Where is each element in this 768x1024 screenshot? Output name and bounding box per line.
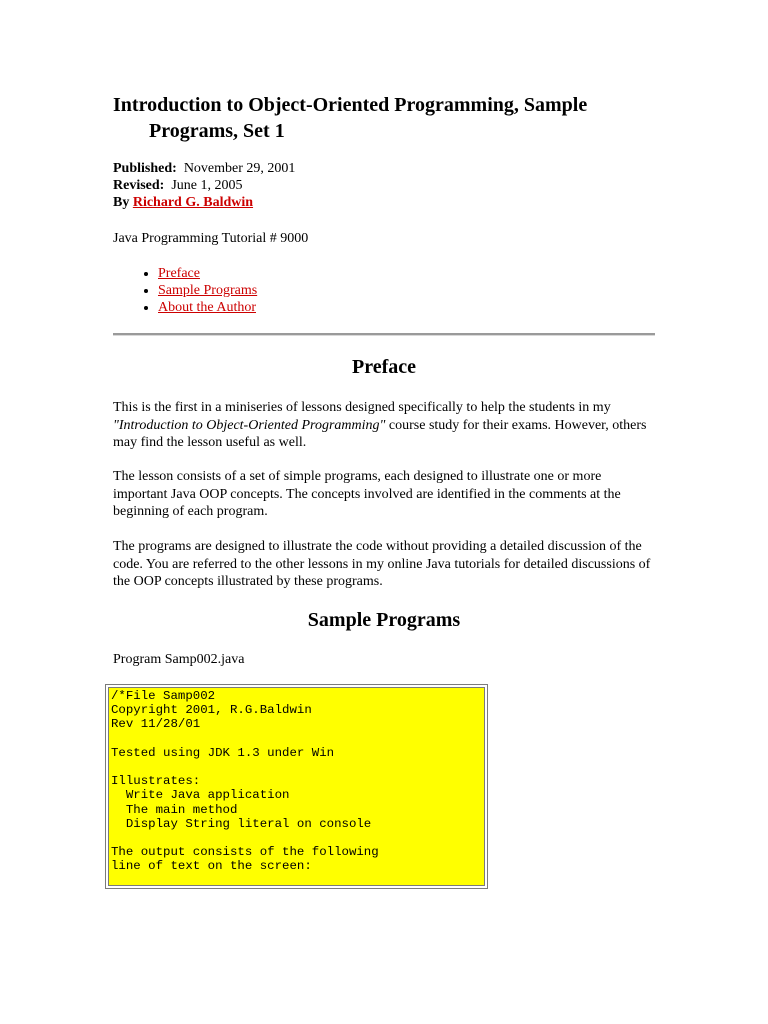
preface-paragraph-2: The lesson consists of a set of simple programs, each designed to illustrate one or more important Java OOP concepts. The concepts involved are identified in the comments at the beginning of each program. xyxy=(113,469,621,519)
published-date: November 29, 2001 xyxy=(183,161,296,176)
preface-p1-start: This is the first in a miniseries of lessons designed specifically to help the students in my xyxy=(113,400,611,415)
preface-paragraph-3: The programs are designed to illustrate the code without providing a detailed discussion of the code. You are referred to the other lessons in my online Java tutorials for detailed discussions of the OOP concepts illustrated by these programs. xyxy=(113,539,651,589)
author-link[interactable]: Richard G. Baldwin xyxy=(132,195,254,210)
toc-link-about-author[interactable]: About the Author xyxy=(158,300,256,315)
code-listing: /*File Samp002 Copyright 2001, R.G.Baldwin Rev 11/28/01 Tested using JDK 1.3 under Win Illustrates: Write Java application The main method Display String literal on console The output consists of the following line of text on the screen: xyxy=(111,689,379,874)
tutorial-number: Java Programming Tutorial # 9000 xyxy=(113,231,309,246)
table-of-contents xyxy=(113,265,257,316)
horizontal-divider xyxy=(113,333,655,336)
publication-info xyxy=(113,160,295,211)
published-line xyxy=(113,160,295,177)
toc-item-sample-programs xyxy=(158,282,257,299)
preface-p1-end: course study for their exams. However, others may find the lesson useful as well. xyxy=(113,417,647,450)
toc-link-preface[interactable]: Preface xyxy=(158,266,200,281)
revised-line xyxy=(113,177,295,194)
revised-label: Revised: xyxy=(113,178,165,193)
page-title: Introduction to Object-Oriented Programming, Sample Programs, Set 1 xyxy=(113,94,588,142)
code-block xyxy=(105,684,488,889)
revised-date: June 1, 2005 xyxy=(171,178,243,193)
toc-item-about-author xyxy=(158,299,257,316)
by-label: By xyxy=(113,195,130,210)
program-label: Program Samp002.java xyxy=(113,652,245,667)
sample-programs-heading: Sample Programs xyxy=(307,609,461,631)
code-block-inner xyxy=(108,687,485,886)
author-line xyxy=(113,194,295,211)
preface-heading: Preface xyxy=(351,356,417,378)
published-label: Published: xyxy=(113,161,177,176)
course-title-italic: "Introduction to Object-Oriented Programming" xyxy=(113,417,386,433)
toc-item-preface xyxy=(158,265,257,282)
preface-paragraph-1 xyxy=(113,399,658,452)
toc-link-sample-programs[interactable]: Sample Programs xyxy=(158,283,258,298)
